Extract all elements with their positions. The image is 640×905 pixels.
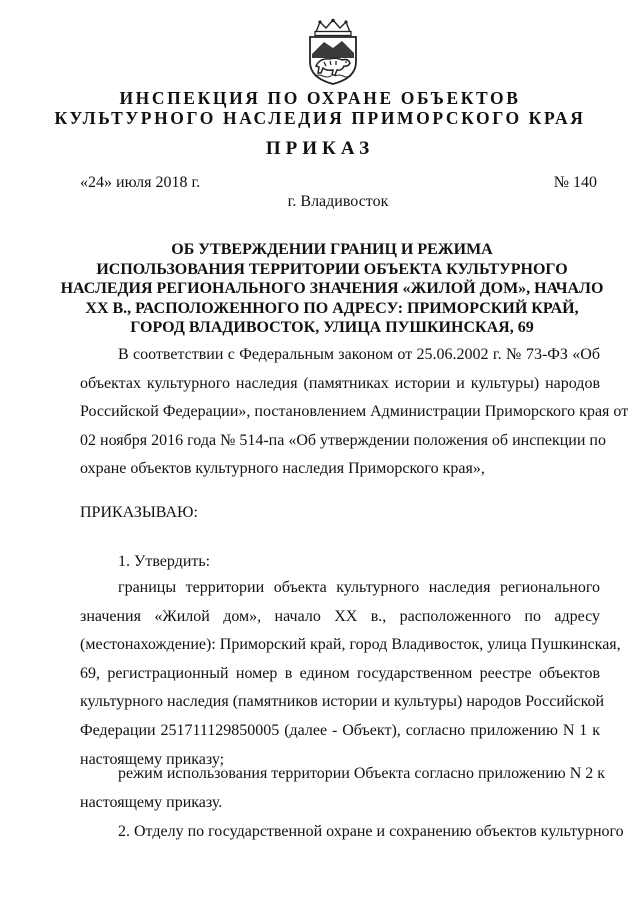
text-line: 02 ноября 2016 года № 514-па «Об утверждении положения об инспекции по [80,431,606,449]
item1-paragraph-regime [80,760,606,817]
title-line: ГОРОД ВЛАДИВОСТОК, УЛИЦА ПУШКИНСКАЯ, 69 [130,319,534,336]
text-line: охране объектов культурного наследия Приморского края», [80,460,485,478]
document-number: № 140 [553,174,597,191]
order-word: ПРИКАЗЫВАЮ: [80,504,198,521]
org-name-line2: КУЛЬТУРНОГО НАСЛЕДИЯ ПРИМОРСКОГО КРАЯ [54,108,586,128]
document-type: ПРИКАЗ [265,138,375,159]
text-line: режим использования территории Объекта согласно приложению N 2 к [118,765,606,782]
org-name-line1: ИНСПЕКЦИЯ ПО ОХРАНЕ ОБЪЕКТОВ [119,88,521,108]
preamble-paragraph [80,341,629,484]
text-line: В соответствии с Федеральным законом от 25.06.2002 г. № 73-ФЗ «Об [118,346,600,363]
text-line: Федерации 251711129850005 (далее - Объект), согласно приложению N 1 к [80,721,600,739]
text-line: (местонахождение): Приморский край, город Владивосток, улица Пушкинская, [80,636,621,654]
item1-paragraph-borders [80,574,621,774]
text-line: значения «Жилой дом», начало XX в., расположенного по адресу [80,607,600,625]
text-line: культурного наследия (памятников истории и культуры) народов Российской [80,693,605,711]
text-line: настоящему приказу; [80,750,225,768]
text-line: Российской Федерации», постановлением Администрации Приморского края от [80,403,629,421]
text-line: 69, регистрационный номер в едином государственном реестре объектов [80,664,600,682]
item2-line: 2. Отделу по государственной охране и сохранению объектов культурного [118,823,624,840]
text-line: объектах культурного наследия (памятниках истории и культуры) народов [80,374,600,392]
document-city: г. Владивосток [287,193,389,210]
text-line: границы территории объекта культурного наследия регионального [118,579,600,596]
title-line: ОБ УТВЕРЖДЕНИИ ГРАНИЦ И РЕЖИМА [171,241,493,258]
title-line: ИСПОЛЬЗОВАНИЯ ТЕРРИТОРИИ ОБЪЕКТА КУЛЬТУРНОГО [96,260,568,278]
text-line: настоящему приказу. [80,793,223,811]
title-line: XX В., РАСПОЛОЖЕННОГО ПО АДРЕСУ: ПРИМОРСКИЙ КРАЙ, [85,299,579,317]
coat-of-arms-icon [302,18,364,86]
document-title [60,240,604,338]
title-line: НАСЛЕДИЯ РЕГИОНАЛЬНОГО ЗНАЧЕНИЯ «ЖИЛОЙ ДОМ», НАЧАЛО [60,280,604,297]
document-date: «24» июля 2018 г. [80,174,201,191]
item1-heading: 1. Утвердить: [118,553,211,570]
